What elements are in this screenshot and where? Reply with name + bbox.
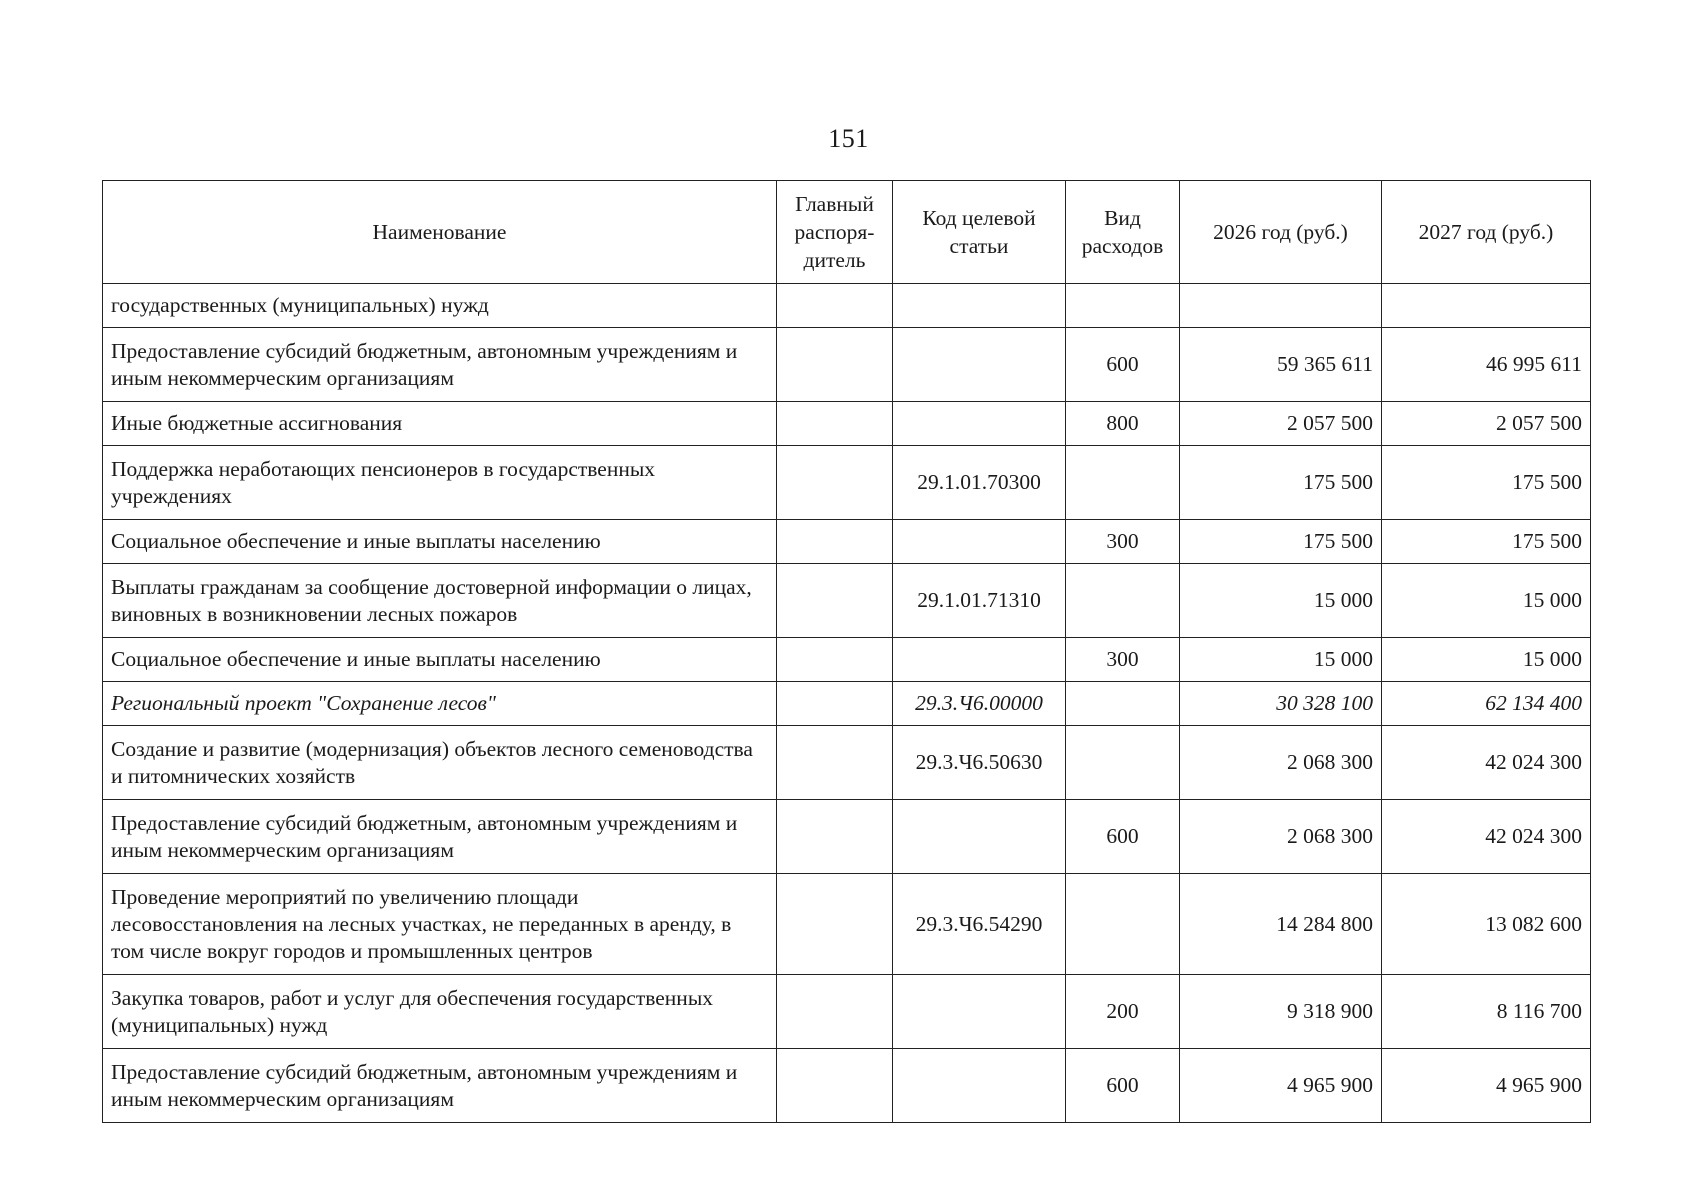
cell-2027: 175 500 xyxy=(1382,446,1591,520)
header-2027: 2027 год (руб.) xyxy=(1382,181,1591,284)
cell-2027: 13 082 600 xyxy=(1382,874,1591,975)
cell-2026: 175 500 xyxy=(1180,446,1382,520)
cell-2027: 15 000 xyxy=(1382,638,1591,682)
cell-code: 29.3.Ч6.54290 xyxy=(893,874,1066,975)
table-row xyxy=(103,682,1591,726)
cell-kind: 600 xyxy=(1066,800,1180,874)
cell-2027: 8 116 700 xyxy=(1382,975,1591,1049)
cell-name: Поддержка неработающих пенсионеров в государственных учреждениях xyxy=(103,446,777,520)
cell-2026: 15 000 xyxy=(1180,638,1382,682)
cell-kind xyxy=(1066,874,1180,975)
cell-name: Региональный проект "Сохранение лесов" xyxy=(103,682,777,726)
table-row xyxy=(103,726,1591,800)
cell-name: Предоставление субсидий бюджетным, автономным учреждениям и иным некоммерческим организациям xyxy=(103,1049,777,1123)
header-kind: Вид расходов xyxy=(1066,181,1180,284)
cell-name: Иные бюджетные ассигнования xyxy=(103,402,777,446)
cell-name: Проведение мероприятий по увеличению площади лесовосстановления на лесных участках, не переданных в аренду, в том числе вокруг городов и промышленных центров xyxy=(103,874,777,975)
cell-code xyxy=(893,402,1066,446)
cell-code: 29.1.01.70300 xyxy=(893,446,1066,520)
cell-kind: 600 xyxy=(1066,328,1180,402)
cell-2027: 2 057 500 xyxy=(1382,402,1591,446)
cell-manager xyxy=(777,726,893,800)
cell-2027: 4 965 900 xyxy=(1382,1049,1591,1123)
cell-manager xyxy=(777,402,893,446)
cell-2026: 9 318 900 xyxy=(1180,975,1382,1049)
cell-manager xyxy=(777,520,893,564)
cell-name: Социальное обеспечение и иные выплаты населению xyxy=(103,638,777,682)
cell-kind xyxy=(1066,564,1180,638)
cell-code xyxy=(893,520,1066,564)
table-row xyxy=(103,564,1591,638)
cell-2027: 42 024 300 xyxy=(1382,726,1591,800)
cell-manager xyxy=(777,284,893,328)
cell-code xyxy=(893,328,1066,402)
cell-kind xyxy=(1066,682,1180,726)
cell-code xyxy=(893,975,1066,1049)
table-row xyxy=(103,520,1591,564)
cell-code: 29.3.Ч6.00000 xyxy=(893,682,1066,726)
cell-manager xyxy=(777,564,893,638)
header-2026: 2026 год (руб.) xyxy=(1180,181,1382,284)
cell-name: Закупка товаров, работ и услуг для обеспечения государственных (муниципальных) нужд xyxy=(103,975,777,1049)
header-name: Наименование xyxy=(103,181,777,284)
cell-2026: 30 328 100 xyxy=(1180,682,1382,726)
cell-manager xyxy=(777,638,893,682)
cell-name: Выплаты гражданам за сообщение достоверной информации о лицах, виновных в возникновении лесных пожаров xyxy=(103,564,777,638)
cell-name: Предоставление субсидий бюджетным, автономным учреждениям и иным некоммерческим организациям xyxy=(103,800,777,874)
cell-code xyxy=(893,1049,1066,1123)
cell-manager xyxy=(777,975,893,1049)
cell-manager xyxy=(777,446,893,520)
cell-manager xyxy=(777,328,893,402)
cell-name: Социальное обеспечение и иные выплаты населению xyxy=(103,520,777,564)
cell-2027: 42 024 300 xyxy=(1382,800,1591,874)
cell-code: 29.3.Ч6.50630 xyxy=(893,726,1066,800)
table-body xyxy=(103,284,1591,1123)
cell-2027: 175 500 xyxy=(1382,520,1591,564)
cell-2026: 15 000 xyxy=(1180,564,1382,638)
cell-2026: 14 284 800 xyxy=(1180,874,1382,975)
cell-manager xyxy=(777,874,893,975)
table-row xyxy=(103,446,1591,520)
table-row xyxy=(103,638,1591,682)
cell-2027: 15 000 xyxy=(1382,564,1591,638)
table-header-row xyxy=(103,181,1591,284)
cell-2026: 175 500 xyxy=(1180,520,1382,564)
cell-2026: 59 365 611 xyxy=(1180,328,1382,402)
cell-manager xyxy=(777,1049,893,1123)
cell-kind: 300 xyxy=(1066,638,1180,682)
cell-2027: 62 134 400 xyxy=(1382,682,1591,726)
page-number: 151 xyxy=(828,124,869,153)
table-row xyxy=(103,284,1591,328)
budget-table xyxy=(102,180,1591,1123)
cell-manager xyxy=(777,682,893,726)
table-row xyxy=(103,874,1591,975)
cell-code xyxy=(893,284,1066,328)
cell-kind xyxy=(1066,284,1180,328)
cell-manager xyxy=(777,800,893,874)
cell-2026: 4 965 900 xyxy=(1180,1049,1382,1123)
cell-kind xyxy=(1066,726,1180,800)
cell-code: 29.1.01.71310 xyxy=(893,564,1066,638)
cell-name: Предоставление субсидий бюджетным, автономным учреждениям и иным некоммерческим организациям xyxy=(103,328,777,402)
cell-name: Создание и развитие (модернизация) объектов лесного семеноводства и питомнических хозяйств xyxy=(103,726,777,800)
table-row xyxy=(103,800,1591,874)
cell-name: государственных (муниципальных) нужд xyxy=(103,284,777,328)
cell-2026: 2 068 300 xyxy=(1180,726,1382,800)
cell-2027 xyxy=(1382,284,1591,328)
cell-kind: 300 xyxy=(1066,520,1180,564)
cell-kind: 200 xyxy=(1066,975,1180,1049)
header-code: Код целевой статьи xyxy=(893,181,1066,284)
cell-kind xyxy=(1066,446,1180,520)
table-row xyxy=(103,975,1591,1049)
cell-kind: 800 xyxy=(1066,402,1180,446)
table-row xyxy=(103,328,1591,402)
cell-code xyxy=(893,638,1066,682)
cell-2027: 46 995 611 xyxy=(1382,328,1591,402)
table-row xyxy=(103,1049,1591,1123)
cell-2026: 2 068 300 xyxy=(1180,800,1382,874)
table-row xyxy=(103,402,1591,446)
cell-kind: 600 xyxy=(1066,1049,1180,1123)
cell-2026 xyxy=(1180,284,1382,328)
cell-2026: 2 057 500 xyxy=(1180,402,1382,446)
header-manager: Главный распоря-дитель xyxy=(777,181,893,284)
cell-code xyxy=(893,800,1066,874)
